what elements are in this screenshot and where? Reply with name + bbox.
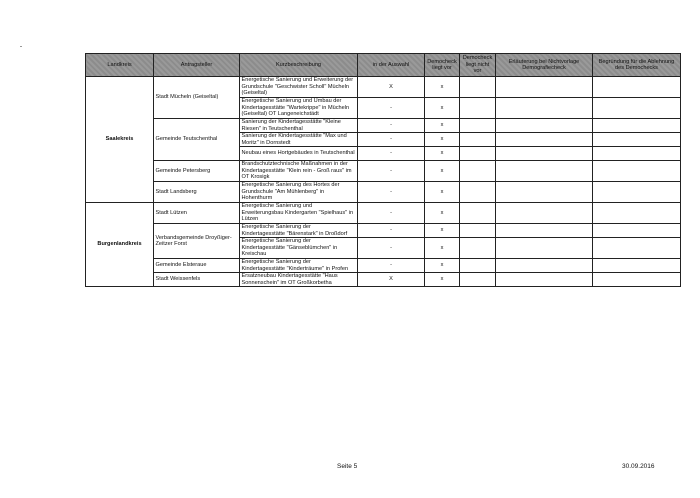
democheck-nicht-vor-cell — [460, 119, 496, 133]
table-row — [86, 259, 681, 273]
begruendung-cell — [593, 182, 681, 203]
democheck-nicht-vor-cell — [460, 98, 496, 119]
antragsteller-cell: Gemeinde Petersberg — [154, 161, 240, 182]
page-number: Seite 5 — [337, 463, 358, 470]
democheck-nicht-vor-cell — [460, 203, 496, 224]
header-antragsteller: Antragsteller — [154, 54, 240, 77]
democheck-nicht-vor-cell — [460, 273, 496, 287]
header-kurzbeschreibung: Kurzbeschreibung — [240, 54, 358, 77]
auswahl-cell: - — [358, 203, 425, 224]
beschreibung-cell: Energetische Sanierung und Erweiterung der Grundschule "Geschwister Scholl" Mücheln (Geiseltal) — [240, 77, 358, 98]
democheck-nicht-vor-cell — [460, 182, 496, 203]
erlaeuterung-cell — [496, 224, 593, 238]
auswahl-cell: - — [358, 224, 425, 238]
antragsteller-cell: Gemeinde Elsteraue — [154, 259, 240, 273]
auswahl-cell: - — [358, 259, 425, 273]
begruendung-cell — [593, 147, 681, 161]
antragsteller-cell: Stadt Weissenfels — [154, 273, 240, 287]
democheck-vor-cell: x — [425, 182, 460, 203]
begruendung-cell — [593, 119, 681, 133]
auswahl-cell: X — [358, 273, 425, 287]
header-row — [86, 54, 681, 77]
erlaeuterung-cell — [496, 238, 593, 259]
erlaeuterung-cell — [496, 77, 593, 98]
table-row — [86, 203, 681, 224]
auswahl-cell: - — [358, 133, 425, 147]
antragsteller-cell: Stadt Mücheln (Geiseltal) — [154, 77, 240, 119]
democheck-nicht-vor-cell — [460, 238, 496, 259]
antragsteller-cell: Gemeinde Teutschenthal — [154, 119, 240, 161]
demografie-table — [85, 53, 681, 287]
beschreibung-cell: Sanierung der Kindertagesstätte "Kleine Riesen" in Teutschenthal — [240, 119, 358, 133]
table-row — [86, 119, 681, 133]
auswahl-cell: - — [358, 147, 425, 161]
beschreibung-cell: Energetische Sanierung und Erweiterungsbau Kindergarten "Spielhaus" in Lützen — [240, 203, 358, 224]
democheck-vor-cell: x — [425, 161, 460, 182]
beschreibung-cell: Energetische Sanierung der Kindertagesstätte "Bärenstark" in Droßdorf — [240, 224, 358, 238]
antragsteller-cell: Stadt Landsberg — [154, 182, 240, 203]
begruendung-cell — [593, 98, 681, 119]
landkreis-cell: Burgenlandkreis — [86, 203, 154, 287]
democheck-vor-cell: x — [425, 224, 460, 238]
begruendung-cell — [593, 238, 681, 259]
erlaeuterung-cell — [496, 161, 593, 182]
auswahl-cell: - — [358, 98, 425, 119]
header-democheck-nicht-vor: Democheck liegt nicht vor — [460, 54, 496, 77]
auswahl-cell: X — [358, 77, 425, 98]
begruendung-cell — [593, 224, 681, 238]
democheck-nicht-vor-cell — [460, 133, 496, 147]
democheck-vor-cell: x — [425, 273, 460, 287]
table-row — [86, 224, 681, 238]
table-row — [86, 161, 681, 182]
erlaeuterung-cell — [496, 259, 593, 273]
democheck-nicht-vor-cell — [460, 147, 496, 161]
document-date: 30.09.2016 — [622, 463, 655, 470]
begruendung-cell — [593, 203, 681, 224]
auswahl-cell: - — [358, 238, 425, 259]
begruendung-cell — [593, 161, 681, 182]
democheck-nicht-vor-cell — [460, 224, 496, 238]
auswahl-cell: - — [358, 119, 425, 133]
beschreibung-cell: Energetische Sanierung und Umbau der Kindertagesstätte "Wartekrippe" in Mücheln (Geiseltal) OT Langeneichstädt — [240, 98, 358, 119]
begruendung-cell — [593, 77, 681, 98]
democheck-vor-cell: x — [425, 119, 460, 133]
democheck-vor-cell: x — [425, 133, 460, 147]
antragsteller-cell: Verbandsgemeinde Droyßiger-Zeitzer Forst — [154, 224, 240, 259]
header-erlaeuterung: Erläuterung bei Nichtvorlage Demografiecheck — [496, 54, 593, 77]
landkreis-cell: Saalekreis — [86, 77, 154, 203]
begruendung-cell — [593, 259, 681, 273]
democheck-vor-cell: x — [425, 259, 460, 273]
beschreibung-cell: Brandschutztechnische Maßnahmen in der Kindertagesstätte "Klein rein - Groß raus" im OT Krosigk — [240, 161, 358, 182]
beschreibung-cell: Neubau eines Hortgebäudes in Teutschenthal — [240, 147, 358, 161]
erlaeuterung-cell — [496, 203, 593, 224]
antragsteller-cell: Stadt Lützen — [154, 203, 240, 224]
table-row — [86, 273, 681, 287]
header-landkreis: Landkreis — [86, 54, 154, 77]
erlaeuterung-cell — [496, 182, 593, 203]
beschreibung-cell: Ersatzneubau Kindertagesstätte "Haus Sonnenschein" im OT Großkorbetha — [240, 273, 358, 287]
democheck-vor-cell: x — [425, 147, 460, 161]
democheck-nicht-vor-cell — [460, 161, 496, 182]
democheck-vor-cell: x — [425, 98, 460, 119]
scan-mark — [20, 46, 22, 47]
table-row — [86, 182, 681, 203]
beschreibung-cell: Sanierung der Kindertagesstätte "Max und Moritz" in Dornstedt — [240, 133, 358, 147]
beschreibung-cell: Energetische Sanierung der Kindertagesstätte "Gänseblümchen" in Kreischau — [240, 238, 358, 259]
erlaeuterung-cell — [496, 133, 593, 147]
header-democheck-vor: Democheck liegt vor — [425, 54, 460, 77]
erlaeuterung-cell — [496, 119, 593, 133]
auswahl-cell: - — [358, 182, 425, 203]
democheck-vor-cell: x — [425, 77, 460, 98]
democheck-vor-cell: x — [425, 238, 460, 259]
democheck-nicht-vor-cell — [460, 77, 496, 98]
beschreibung-cell: Energetische Sanierung des Hortes der Grundschule "Am Mühlenberg" in Hohenthurm — [240, 182, 358, 203]
table-row — [86, 77, 681, 98]
auswahl-cell: - — [358, 161, 425, 182]
democheck-nicht-vor-cell — [460, 259, 496, 273]
begruendung-cell — [593, 133, 681, 147]
erlaeuterung-cell — [496, 147, 593, 161]
header-auswahl: in der Auswahl — [358, 54, 425, 77]
erlaeuterung-cell — [496, 273, 593, 287]
erlaeuterung-cell — [496, 98, 593, 119]
header-begruendung: Begründung für die Ablehnung des Demochecks — [593, 54, 681, 77]
democheck-vor-cell: x — [425, 203, 460, 224]
begruendung-cell — [593, 273, 681, 287]
beschreibung-cell: Energetische Sanierung der Kindertagesstätte "Kinderträume" in Profen — [240, 259, 358, 273]
